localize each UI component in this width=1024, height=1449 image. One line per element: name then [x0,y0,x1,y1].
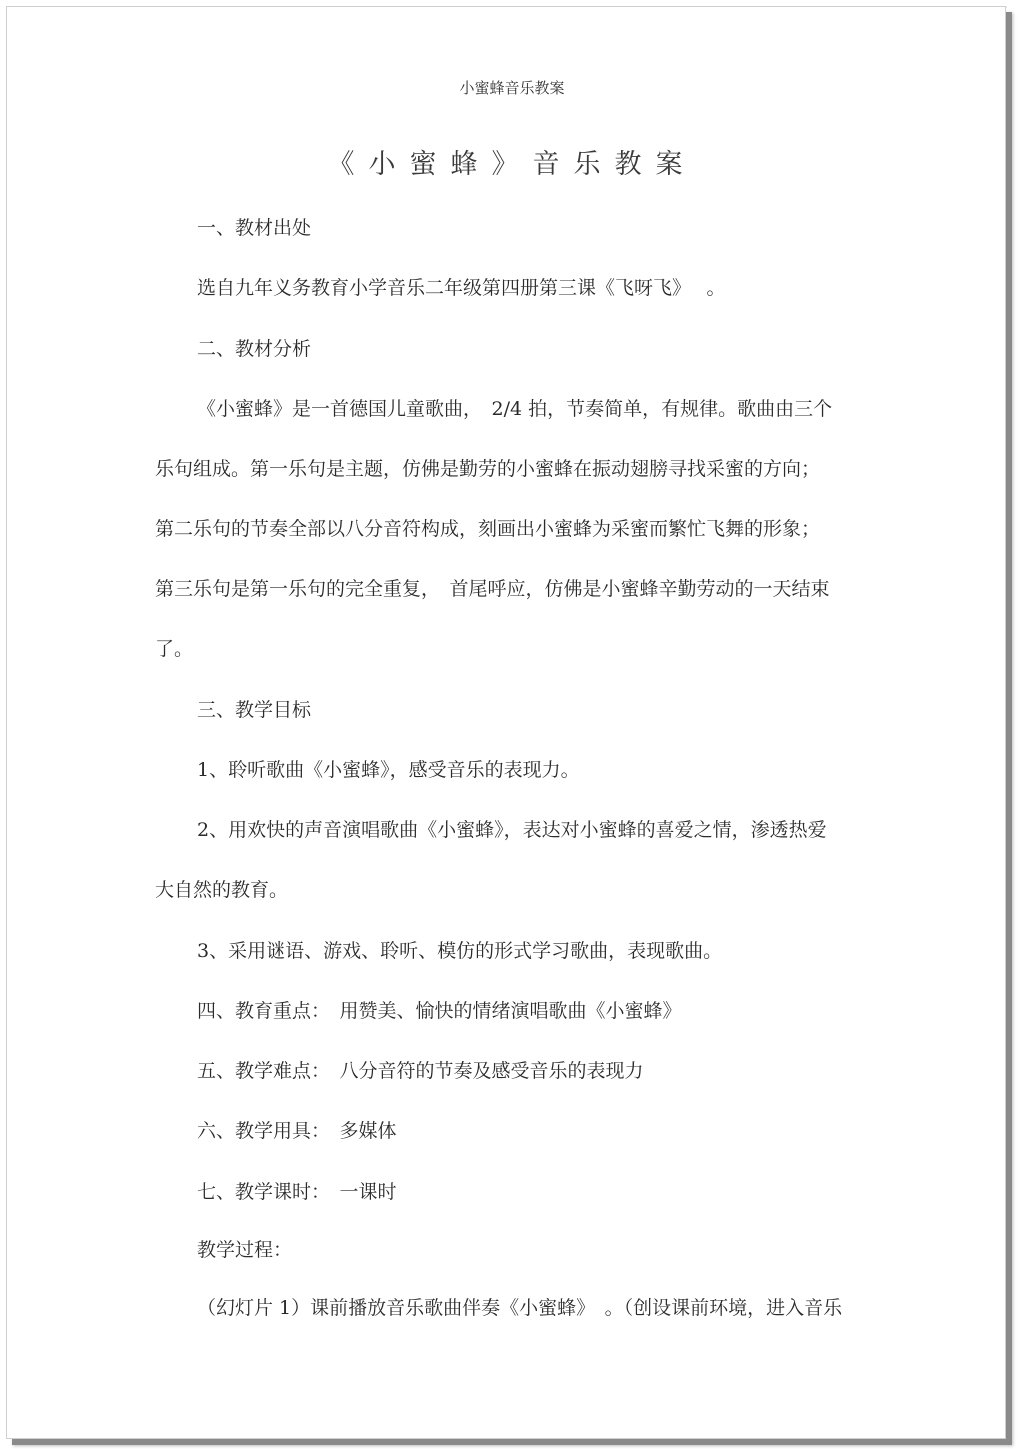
section-heading-process: 教学过程： [197,1239,293,1261]
paragraph-line: 《小蜜蜂》是一首德国儿童歌曲， 2/4 拍，节奏简单，有规律。歌曲由三个 [197,398,833,420]
document-page [6,6,1006,1439]
section-heading-tools: 六、教学用具： 多媒体 [197,1120,397,1142]
paragraph-line: 大自然的教育。 [155,879,289,901]
goal-item: 2、用欢快的声音演唱歌曲《小蜜蜂》，表达对小蜜蜂的喜爱之情，渗透热爱 [197,819,827,841]
section-heading-analysis: 二、教材分析 [197,338,312,360]
paragraph-line: 第三乐句是第一乐句的完全重复， 首尾呼应，仿佛是小蜜蜂辛勤劳动的一天结束 [155,578,830,600]
goal-item: 1、聆听歌曲《小蜜蜂》，感受音乐的表现力。 [197,759,580,781]
section-heading-key-points: 四、教育重点： 用赞美、愉快的情绪演唱歌曲《小蜜蜂》 [197,1000,682,1022]
paragraph-line: 选自九年义务教育小学音乐二年级第四册第三课《飞呀飞》 。 [197,277,726,299]
section-heading-periods: 七、教学课时： 一课时 [197,1181,397,1203]
paragraph-line: 第二乐句的节奏全部以八分音符构成，刻画出小蜜蜂为采蜜而繁忙飞舞的形象； [155,518,821,540]
section-heading-source: 一、教材出处 [197,217,312,239]
section-heading-goals: 三、教学目标 [197,699,312,721]
paragraph-line: 了。 [155,638,194,660]
section-heading-difficulties: 五、教学难点： 八分音符的节奏及感受音乐的表现力 [197,1060,644,1082]
paragraph-line: （幻灯片 1）课前播放音乐歌曲伴奏《小蜜蜂》 。（创设课前环境，进入音乐 [197,1297,843,1319]
document-title: 《小蜜蜂》音乐教案 [327,149,697,180]
goal-item: 3、采用谜语、游戏、聆听、模仿的形式学习歌曲，表现歌曲。 [197,940,723,962]
paragraph-line: 乐句组成。第一乐句是主题，仿佛是勤劳的小蜜蜂在振动翅膀寻找采蜜的方向； [155,458,821,480]
running-header: 小蜜蜂音乐教案 [459,79,565,97]
